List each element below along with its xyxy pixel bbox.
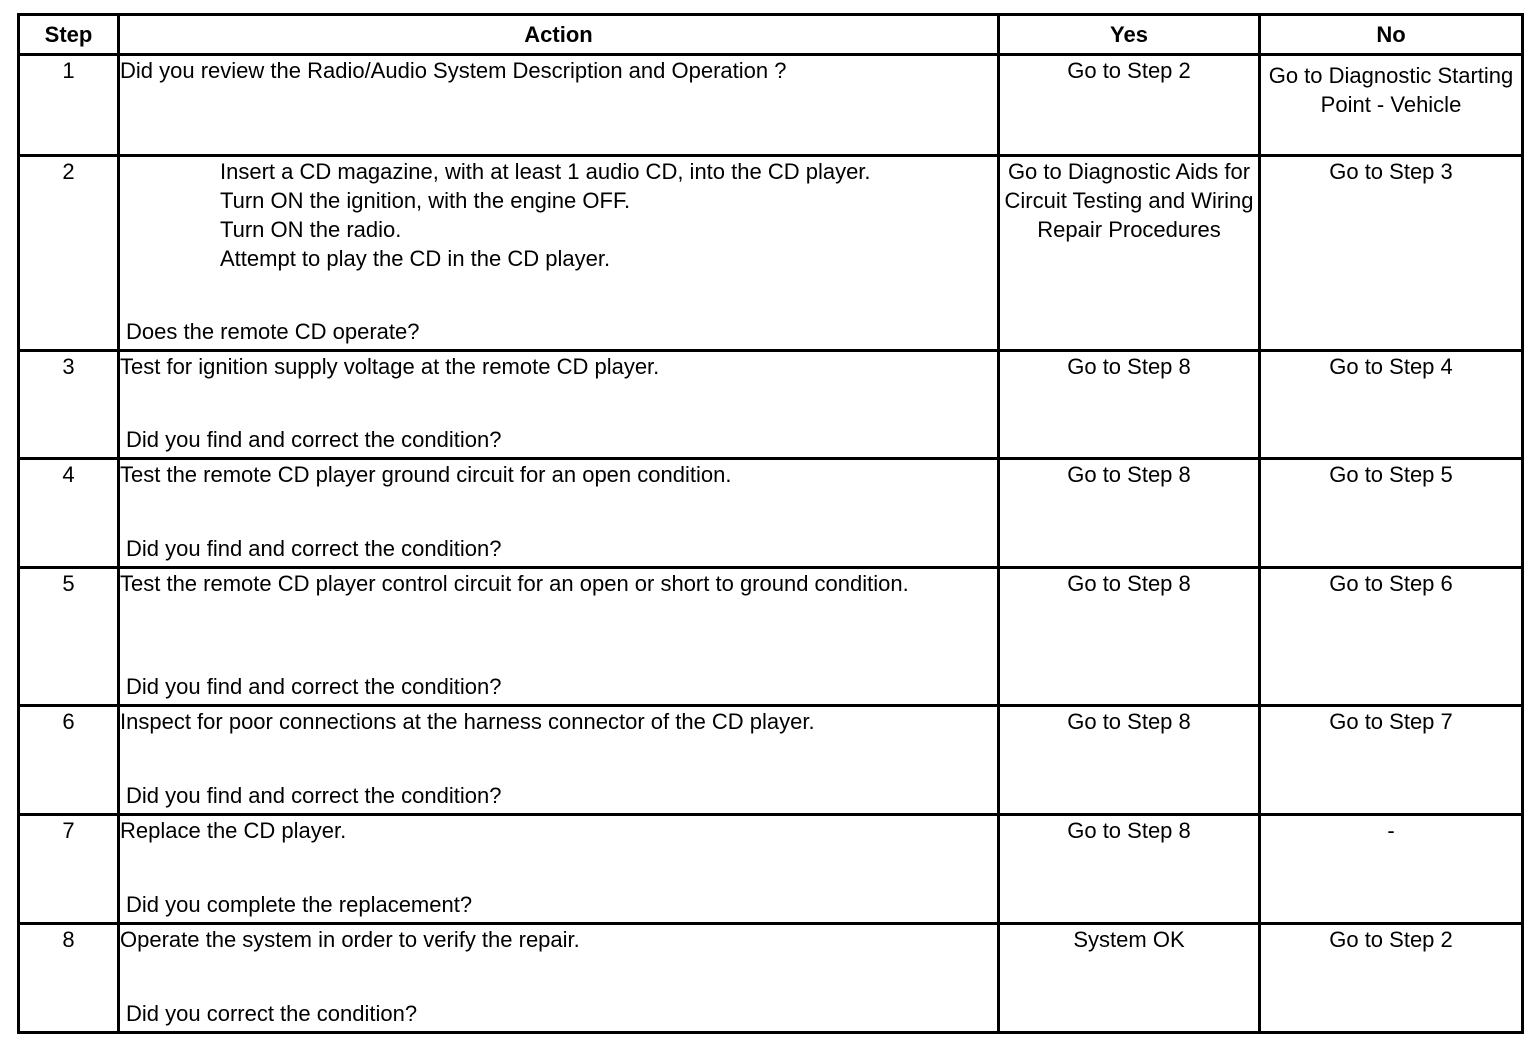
- action-cell: [119, 815, 999, 924]
- question-text: Did you correct the condition?: [126, 1001, 418, 1026]
- instruction-item: Insert a CD magazine, with at least 1 audio CD, into the CD player.: [220, 159, 871, 184]
- question-text: Did you find and correct the condition?: [126, 536, 502, 561]
- table-row: [19, 156, 1523, 351]
- no-cell: Go to Step 7: [1260, 706, 1523, 815]
- header-yes: Yes: [999, 15, 1260, 55]
- step-number: 3: [19, 351, 119, 459]
- step-number: 7: [19, 815, 119, 924]
- yes-cell: Go to Step 8: [999, 459, 1260, 568]
- action-cell: [119, 459, 999, 568]
- instruction-item: Turn ON the radio.: [220, 217, 402, 242]
- yes-cell: System OK: [999, 924, 1260, 1033]
- action-text: Operate the system in order to verify the repair.: [120, 927, 580, 952]
- table-row: [19, 815, 1523, 924]
- yes-cell: Go to Step 8: [999, 351, 1260, 459]
- step-number: 8: [19, 924, 119, 1033]
- header-action: Action: [119, 15, 999, 55]
- no-cell: Go to Step 6: [1260, 568, 1523, 706]
- action-cell: [119, 568, 999, 706]
- header-row: [19, 15, 1523, 55]
- step-number: 1: [19, 55, 119, 156]
- action-cell: [119, 55, 999, 156]
- instruction-list: [220, 157, 997, 273]
- question-text: Did you find and correct the condition?: [126, 674, 502, 699]
- step-number: 5: [19, 568, 119, 706]
- instruction-item: Attempt to play the CD in the CD player.: [220, 246, 611, 271]
- action-text: Test the remote CD player control circuit for an open or short to ground condition.: [120, 571, 909, 596]
- table-row: [19, 568, 1523, 706]
- action-text: Inspect for poor connections at the harness connector of the CD player.: [120, 709, 815, 734]
- action-cell: [119, 156, 999, 351]
- no-cell: Go to Step 4: [1260, 351, 1523, 459]
- step-number: 4: [19, 459, 119, 568]
- yes-cell: Go to Step 8: [999, 706, 1260, 815]
- no-cell: Go to Diagnostic Starting Point - Vehicle: [1260, 55, 1523, 156]
- action-text: Test the remote CD player ground circuit for an open condition.: [120, 462, 732, 487]
- step-number: 2: [19, 156, 119, 351]
- yes-cell: Go to Diagnostic Aids for Circuit Testing and Wiring Repair Procedures: [999, 156, 1260, 351]
- question-text: Does the remote CD operate?: [126, 319, 420, 344]
- table-row: [19, 924, 1523, 1033]
- action-text: Replace the CD player.: [120, 818, 347, 843]
- table-row: [19, 55, 1523, 156]
- question-text: Did you complete the replacement?: [126, 892, 473, 917]
- action-cell: [119, 351, 999, 459]
- step-number: 6: [19, 706, 119, 815]
- no-cell: Go to Step 5: [1260, 459, 1523, 568]
- header-no: No: [1260, 15, 1523, 55]
- action-text: Did you review the Radio/Audio System Description and Operation ?: [120, 58, 787, 83]
- yes-cell: Go to Step 8: [999, 815, 1260, 924]
- no-cell: -: [1260, 815, 1523, 924]
- action-text: Test for ignition supply voltage at the remote CD player.: [120, 354, 660, 379]
- diagnostic-table: [17, 13, 1524, 1034]
- table-row: [19, 459, 1523, 568]
- yes-cell: Go to Step 2: [999, 55, 1260, 156]
- question-text: Did you find and correct the condition?: [126, 783, 502, 808]
- no-cell: Go to Step 2: [1260, 924, 1523, 1033]
- action-cell: [119, 924, 999, 1033]
- action-cell: [119, 706, 999, 815]
- yes-cell: Go to Step 8: [999, 568, 1260, 706]
- question-text: Did you find and correct the condition?: [126, 427, 502, 452]
- no-cell: Go to Step 3: [1260, 156, 1523, 351]
- instruction-item: Turn ON the ignition, with the engine OFF.: [220, 188, 631, 213]
- table-row: [19, 351, 1523, 459]
- header-step: Step: [19, 15, 119, 55]
- table-row: [19, 706, 1523, 815]
